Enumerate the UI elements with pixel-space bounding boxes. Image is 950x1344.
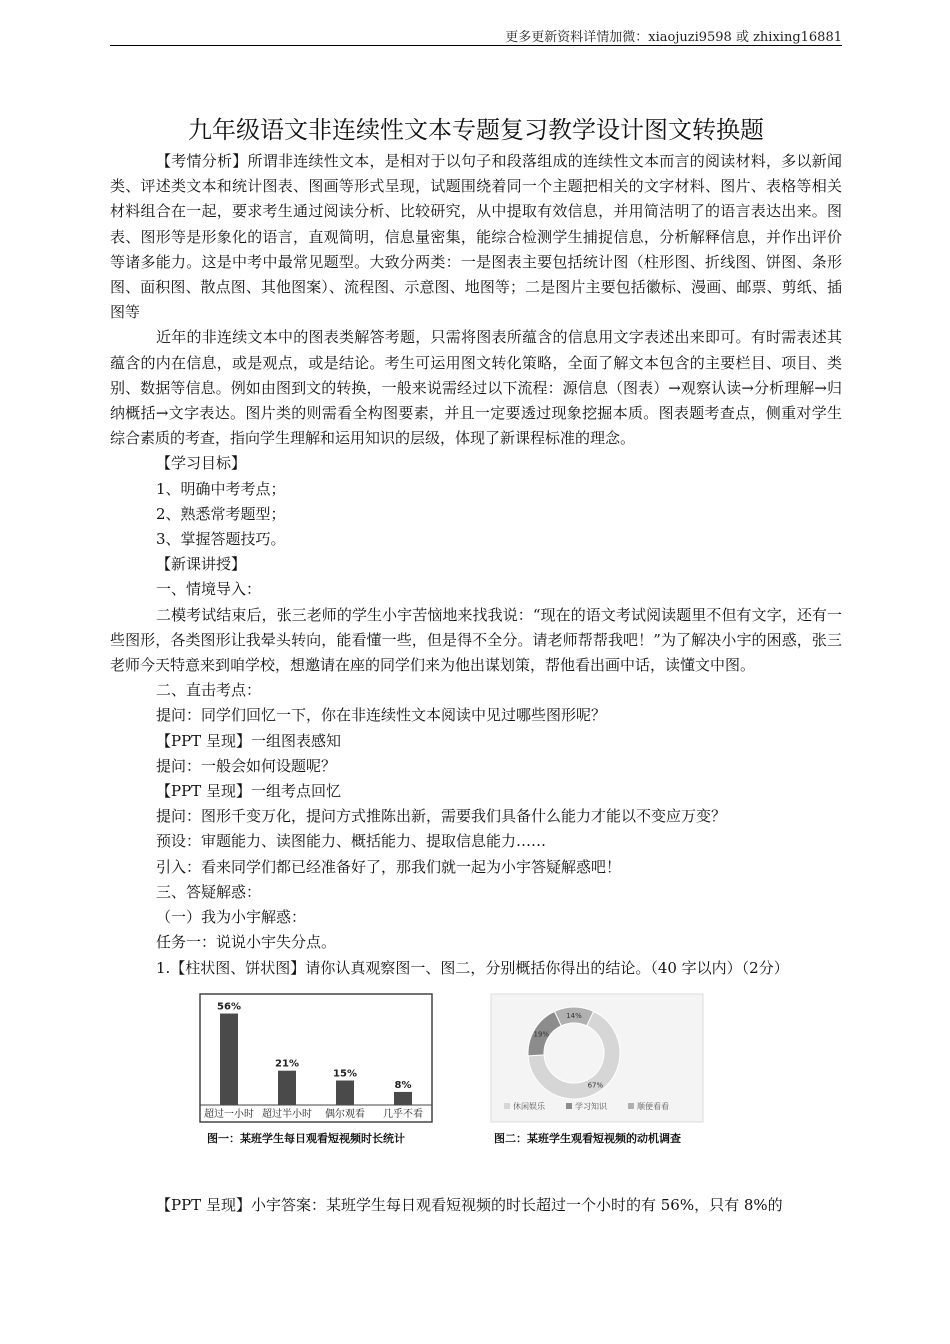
bar-chart-caption: 图一：某班学生每日观看短视频时长统计: [207, 1131, 405, 1145]
intro-line: 引入：看来同学们都已经准备好了，那我们就一起为小宇答疑解惑吧！: [156, 857, 622, 876]
header-contact: 更多更新资料详情加微：xiaojuzi9598 或 zhixing16881: [505, 30, 842, 45]
page-title: 九年级语文非连续性文本专题复习教学设计图文转换题: [188, 116, 764, 144]
ppt-answer-line: 【PPT 呈现】小宇答案：某班学生每日观看短视频的时长超过一个小时的有 56%，只有 8%的: [156, 1195, 783, 1214]
question-line: 提问：一般会如何设题呢？: [156, 756, 337, 775]
bar-category-label: 偶尔观看: [325, 1108, 365, 1120]
legend-swatch: [628, 1103, 634, 1109]
pie-chart-figure: [490, 993, 720, 1168]
legend-label: 顺便看看: [637, 1101, 669, 1111]
bar: [220, 1013, 238, 1104]
pie-chart: [490, 993, 705, 1143]
bar-category-label: 几乎不看: [383, 1108, 423, 1120]
figures-row: [110, 993, 842, 1183]
bar-chart: [199, 993, 439, 1143]
bar: [336, 1080, 354, 1105]
goal-item: 2、熟悉常考题型；: [156, 504, 286, 523]
pie-value-label: 67%: [587, 1081, 604, 1090]
new-lesson-heading: 【新课讲授】: [156, 555, 247, 574]
question-line: 提问：图形千变万化，提问方式推陈出新，需要我们具备什么能力才能以不变应万变？: [156, 807, 727, 826]
pie-chart-caption: 图二：某班学生观看短视频的动机调查: [494, 1131, 681, 1145]
bar-category-label: 超过一小时: [204, 1108, 254, 1120]
bar-category-label: 超过半小时: [262, 1108, 312, 1120]
document-body: [110, 149, 842, 1218]
scenario-paragraph: 二模考试结束后，张三老师的学生小宇苦恼地来找我说：“现在的语文考试阅读题里不但有文字，还有一些图形，各类图形让我晕头转向，能看懂一些，但是得不全分。请老师帮帮我吧！”为了解决小宇的困惑，张三老师今天特意来到咱学校，想邀请在座的同学们来为他出谋划策，帮他看出画中话，读懂文中图。: [110, 605, 842, 675]
legend-swatch: [504, 1103, 510, 1109]
bar-value-label: 56%: [217, 1001, 241, 1013]
bar-value-label: 8%: [394, 1079, 412, 1091]
legend-swatch: [566, 1103, 572, 1109]
header-divider: [110, 45, 842, 46]
legend-label: 学习知识: [575, 1101, 607, 1111]
goals-heading: 【学习目标】: [156, 454, 247, 473]
bar: [394, 1092, 412, 1105]
question-line: 提问：同学们回忆一下，你在非连续性文本阅读中见过哪些图形呢？: [156, 706, 607, 725]
bar: [278, 1070, 296, 1104]
section-heading: 一、情境导入：: [156, 580, 262, 599]
bar-value-label: 21%: [275, 1058, 299, 1070]
preset-line: 预设：审题能力、读图能力、概括能力、提取信息能力……: [156, 832, 547, 851]
ppt-line: 【PPT 呈现】一组考点回忆: [156, 782, 341, 801]
section-heading: 二、直击考点：: [156, 681, 262, 700]
legend-label: 休闲娱乐: [513, 1101, 545, 1111]
bar-value-label: 15%: [333, 1068, 357, 1080]
pie-value-label: 19%: [533, 1030, 550, 1039]
goal-item: 1、明确中考考点；: [156, 479, 286, 498]
goal-item: 3、掌握答题技巧。: [156, 530, 286, 549]
task-line: 任务一：说说小宇失分点。: [156, 933, 337, 952]
exam-analysis-paragraph: 【考情分析】所谓非连续性文本，是相对于以句子和段落组成的连续性文本而言的阅读材料，多以新闻类、评述类文本和统计图表、图画等形式呈现，试题围绕着同一个主题把相关的文字材料、图片、表格等相关材料组合在一起，要求考生通过阅读分析、比较研究，从中提取有效信息，并用简洁明了的语言表达出来。图表、图形等是形象化的语言，直观简明，信息量密集，能综合检测学生捕捉信息，分析解释信息，并作出评价等诸多能力。这是中考中最常见题型。大致分两类：一是图表主要包括统计图（柱形图、折线图、饼图、条形图、面积图、散点图、其他图案）、流程图、示意图、地图等；二是图片主要包括徽标、漫画、邮票、剪纸、插图等: [110, 152, 842, 322]
strategy-paragraph: 近年的非连续文本中的图表类解答考题，只需将图表所蕴含的信息用文字表述出来即可。有时需表述其蕴含的内在信息，或是观点，或是结论。考生可运用图文转化策略，全面了解文本包含的主要栏目、项目、类别、数据等信息。例如由图到文的转换，一般来说需经过以下流程：源信息（图表）→观察认读→分析理解→归纳概括→文字表达。图片类的则需看全构图要素，并且一定要透过现象挖掘本质。图表题考查点，侧重对学生综合素质的考查，指向学生理解和运用知识的层级，体现了新课程标准的理念。: [110, 328, 842, 448]
section-heading: 三、答疑解惑：: [156, 882, 262, 901]
question-prompt: 1.【柱状图、饼状图】请你认真观察图一、图二，分别概括你得出的结论。（40 字以内）（2分）: [156, 958, 789, 977]
ppt-line: 【PPT 呈现】一组图表感知: [156, 731, 341, 750]
subsection-heading: （一）我为小宇解惑：: [156, 908, 307, 927]
pie-value-label: 14%: [566, 1011, 582, 1020]
